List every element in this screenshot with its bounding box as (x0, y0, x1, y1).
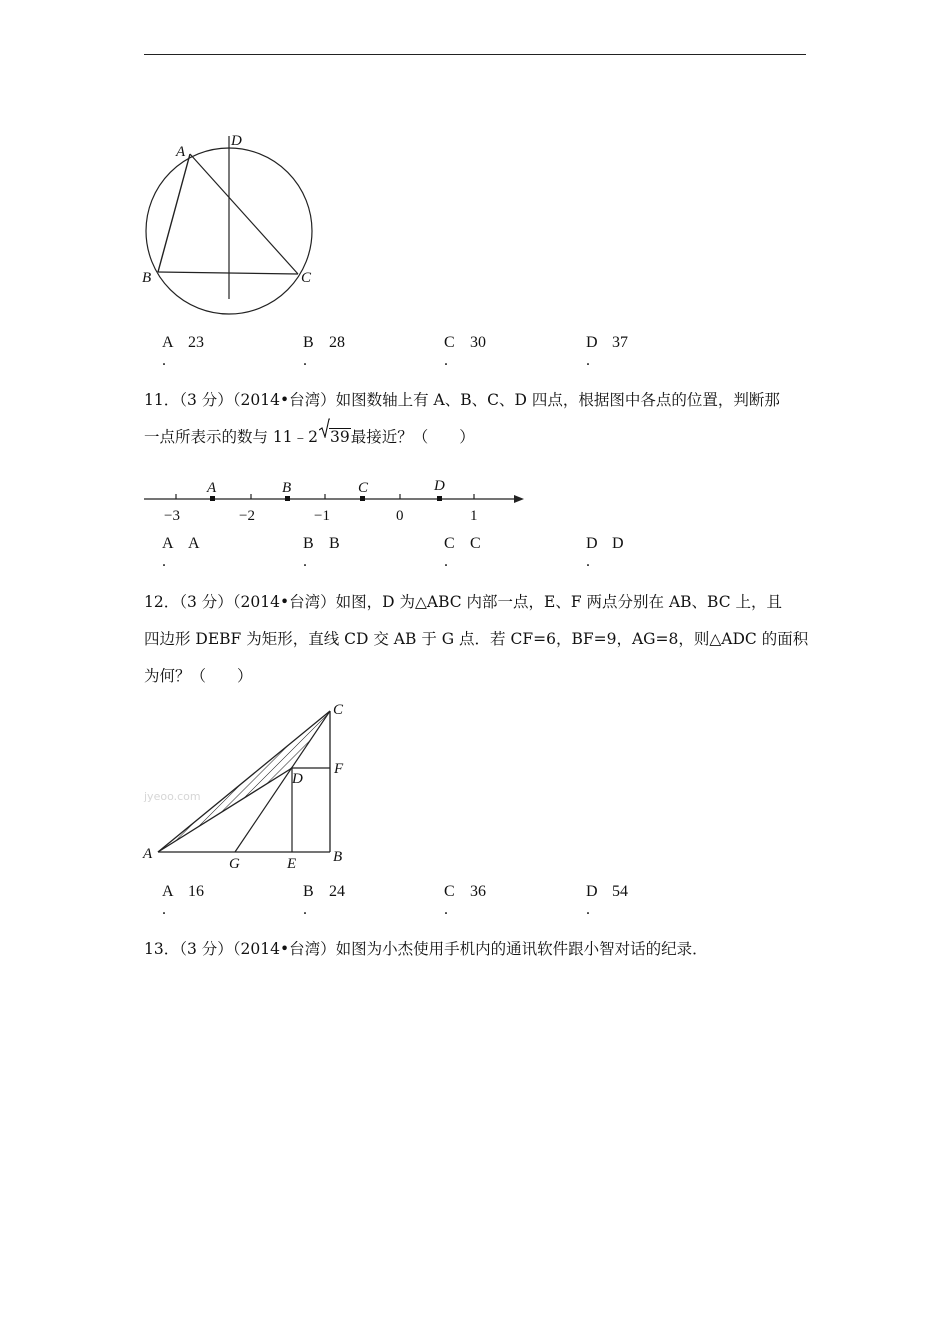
option-value: 30 (470, 334, 486, 351)
q12-option-a[interactable] (162, 883, 204, 918)
option-dot: . (586, 553, 590, 570)
label-G: G (229, 856, 240, 872)
option-dot: . (162, 901, 166, 918)
tick-label: 0 (396, 508, 404, 524)
option-letter: C (444, 334, 455, 351)
option-value: 36 (470, 883, 486, 900)
option-value: A (188, 535, 200, 552)
label-D: D (231, 133, 242, 149)
option-value: 16 (188, 883, 204, 900)
label-B: B (333, 849, 343, 865)
tick-label: −2 (239, 508, 255, 524)
q10-option-d[interactable] (586, 334, 628, 369)
option-dot: . (303, 352, 307, 369)
label-E: E (287, 856, 297, 872)
option-dot: . (586, 901, 590, 918)
option-dot: . (303, 553, 307, 570)
q12-question (144, 584, 808, 695)
option-value: 24 (329, 883, 345, 900)
option-dot: . (444, 352, 448, 369)
q12-options (0, 883, 950, 927)
option-value: 23 (188, 334, 204, 351)
label-F: F (334, 761, 344, 777)
q11-line2-pre: 一点所表示的数与 11﹣2 (144, 428, 319, 446)
header-rule (144, 54, 806, 55)
option-letter: A (162, 334, 174, 351)
q12-option-d[interactable] (586, 883, 628, 918)
q11-question (144, 382, 808, 456)
point-D: D (434, 478, 445, 494)
option-dot: . (444, 553, 448, 570)
point-C: C (358, 480, 369, 496)
q10-option-b[interactable] (303, 334, 345, 369)
q12-line3: 为何？（ ） (144, 667, 253, 685)
label-B: B (142, 270, 152, 286)
option-value: B (329, 535, 340, 552)
label-A: A (176, 144, 186, 160)
option-value: 54 (612, 883, 628, 900)
tick-label: 1 (470, 508, 478, 524)
option-letter: B (303, 883, 314, 900)
q11-option-a[interactable] (162, 535, 200, 570)
q12-option-b[interactable] (303, 883, 345, 918)
q11-option-b[interactable] (303, 535, 340, 570)
point-A: A (207, 480, 217, 496)
option-dot: . (162, 352, 166, 369)
option-letter: D (586, 535, 598, 552)
sqrt-symbol (319, 419, 351, 456)
q11-option-c[interactable] (444, 535, 481, 570)
label-A: A (143, 846, 153, 862)
option-letter: B (303, 535, 314, 552)
q10-option-c[interactable] (444, 334, 486, 369)
q11-option-d[interactable] (586, 535, 624, 570)
option-letter: C (444, 883, 455, 900)
option-value: 37 (612, 334, 628, 351)
number-line-figure (140, 472, 530, 527)
option-letter: C (444, 535, 455, 552)
watermark-text: jyeoo.com (144, 790, 201, 803)
label-D: D (292, 771, 303, 787)
q11-options (0, 535, 950, 579)
q12-line1: 12．（3 分）（2014•台湾）如图，D 为△ABC 内部一点，E、F 两点分别在 AB、BC 上，且 (144, 593, 783, 611)
option-letter: B (303, 334, 314, 351)
label-C: C (333, 702, 344, 718)
option-letter: A (162, 883, 174, 900)
tick-label: −1 (314, 508, 330, 524)
q11-line2-post: 最接近？（ ） (350, 428, 475, 446)
point-B: B (282, 480, 292, 496)
triangle-figure (140, 698, 355, 873)
q11-line1: 11．（3 分）（2014•台湾）如图数轴上有 A、B、C、D 四点，根据图中各点的位置，判断那 (144, 391, 780, 409)
q11-radicand: 39 (330, 428, 350, 446)
option-dot: . (303, 901, 307, 918)
tick-label: −3 (164, 508, 180, 524)
q12-line2: 四边形 DEBF 为矩形，直线 CD 交 AB 于 G 点．若 CF=6，BF=9，AG=8，则△ADC 的面积 (144, 630, 809, 648)
q10-options (0, 334, 950, 378)
option-value: D (612, 535, 624, 552)
option-letter: D (586, 883, 598, 900)
q12-option-c[interactable] (444, 883, 486, 918)
circle-figure (140, 128, 330, 323)
q13-line1: 13．（3 分）（2014•台湾）如图为小杰使用手机内的通讯软件跟小智对话的纪录． (144, 940, 708, 958)
q13-question (144, 931, 808, 968)
option-dot: . (444, 901, 448, 918)
option-dot: . (586, 352, 590, 369)
option-value: 28 (329, 334, 345, 351)
option-dot: . (162, 553, 166, 570)
q10-option-a[interactable] (162, 334, 204, 369)
option-letter: A (162, 535, 174, 552)
option-value: C (470, 535, 481, 552)
option-letter: D (586, 334, 598, 351)
label-C: C (301, 270, 312, 286)
